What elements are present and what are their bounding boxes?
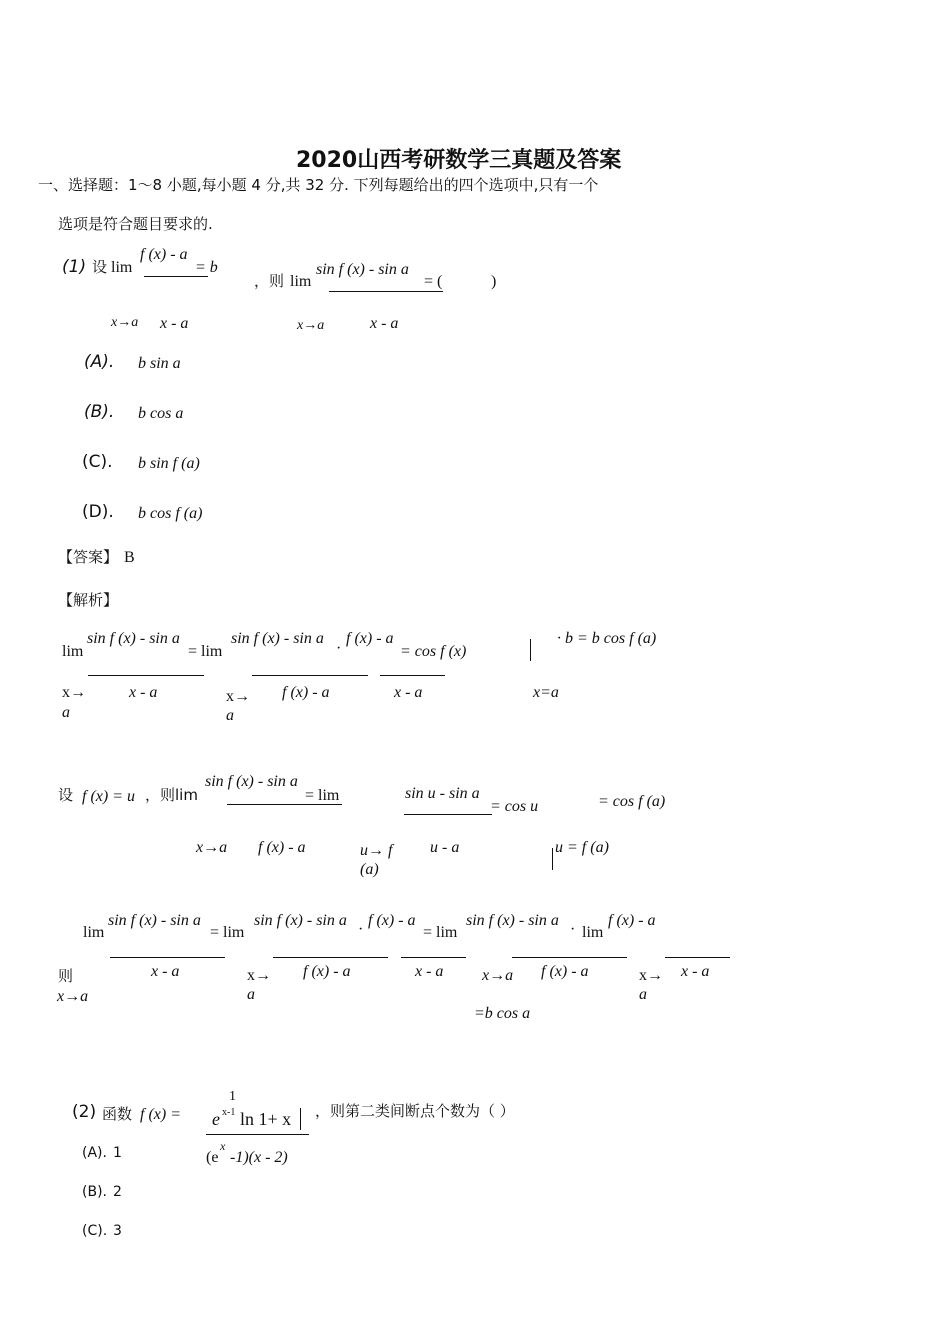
- d1-eval-at: x=a: [533, 684, 559, 701]
- d3-lim-1: lim: [83, 924, 105, 941]
- q1-eq-b: = b: [195, 259, 218, 276]
- q1-close-paren: ): [491, 273, 497, 290]
- d3-dot-2: ·: [570, 921, 576, 938]
- section-intro-line-1: 一、选择题：1～8 小题,每小题 4 分,共 32 分. 下列每题给出的四个选项中,只有一个: [38, 176, 599, 194]
- d1-eval-bar: [530, 639, 531, 661]
- q1-option-b-label: (B).: [84, 402, 115, 422]
- d3-numerator-5: f (x) - a: [608, 912, 656, 929]
- q2-den-rest: -1)(x - 2): [230, 1149, 288, 1166]
- d2-eq-cos-fa: = cos f (a): [598, 793, 666, 810]
- q1-fraction-bar-1: [144, 276, 208, 277]
- d2-fraction-bar-b: [404, 814, 492, 815]
- q2-option-c-label: (C).: [82, 1223, 108, 1239]
- q1-she: 设: [92, 258, 108, 276]
- d3-sub-3: x→a: [482, 967, 514, 984]
- q1-limit-sub-1: x→a: [111, 315, 139, 330]
- q1-numerator-1: f (x) - a: [140, 246, 188, 263]
- d2-sub-b-1: u→ f: [360, 842, 393, 859]
- d1-dot: ·: [336, 640, 342, 657]
- q1-option-a-label: (A).: [84, 352, 115, 372]
- q1-option-d-text: b cos f (a): [138, 505, 203, 522]
- q2-fx-eq: f (x) =: [140, 1106, 181, 1123]
- q2-option-a-text: 1: [113, 1145, 122, 1161]
- q1-eq-paren: = (: [424, 273, 443, 290]
- q2-den-open: (e: [206, 1149, 219, 1166]
- d2-sub-b-2: (a): [360, 861, 379, 878]
- d1-fraction-bar-c: [380, 675, 445, 676]
- d2-numerator-a: sin f (x) - sin a: [205, 773, 298, 790]
- d1-sub-a-1: x→: [62, 684, 86, 701]
- q1-then: ，则: [254, 272, 285, 290]
- d3-lim-4: lim: [582, 924, 604, 941]
- d3-numerator-1: sin f (x) - sin a: [108, 912, 201, 929]
- d3-denominator-1: x - a: [151, 963, 180, 980]
- d2-eq-lim: = lim: [305, 787, 340, 804]
- d1-sub-b-2: a: [226, 707, 234, 724]
- d3-denominator-3: x - a: [415, 963, 444, 980]
- d1-denominator-a: x - a: [129, 684, 158, 701]
- d2-she: 设: [58, 786, 74, 804]
- q2-option-a-label: (A).: [82, 1145, 107, 1161]
- d1-numerator-a: sin f (x) - sin a: [87, 630, 180, 647]
- d1-sub-a-2: a: [62, 704, 70, 721]
- q2-ln-part: ln 1+ x: [240, 1109, 292, 1129]
- d1-eq-cos: = cos f (x): [400, 643, 467, 660]
- q2-exponent-numerator: 1: [229, 1089, 236, 1104]
- d3-denominator-2: f (x) - a: [303, 963, 351, 980]
- q1-answer-value: B: [124, 549, 135, 566]
- page-title: 2020山西考研数学三真题及答案: [296, 148, 622, 173]
- d1-rhs: · b = b cos f (a): [557, 630, 657, 647]
- d2-denominator-b: u - a: [430, 839, 460, 856]
- d2-eval-at: u = f (a): [555, 839, 609, 856]
- d2-eq-cos-u: = cos u: [490, 798, 539, 815]
- d1-fraction-bar-a: [88, 675, 204, 676]
- d1-denominator-c: x - a: [394, 684, 423, 701]
- d3-sub-2a: x→: [247, 967, 271, 984]
- d1-eq-lim: = lim: [188, 643, 223, 660]
- q1-option-c-label: (C).: [82, 452, 113, 472]
- q1-limit-sub-2: x→a: [297, 318, 325, 333]
- d3-denominator-4: f (x) - a: [541, 963, 589, 980]
- d1-denominator-b: f (x) - a: [282, 684, 330, 701]
- q2-option-c-text: 3: [113, 1223, 122, 1239]
- d3-sub-4b: a: [639, 986, 647, 1003]
- d3-denominator-5: x - a: [681, 963, 710, 980]
- q1-lim-1: lim: [111, 259, 133, 276]
- q2-number: (2): [72, 1102, 97, 1122]
- q2-stem: ，则第二类间断点个数为（ ）: [315, 1102, 515, 1120]
- d3-sub-2b: a: [247, 986, 255, 1003]
- d3-fraction-bar-1: [110, 957, 225, 958]
- q1-option-c-text: b sin f (a): [138, 455, 200, 472]
- d3-dot-1: ·: [358, 921, 364, 938]
- d2-eval-bar: [552, 848, 553, 870]
- q2-option-b-text: 2: [113, 1184, 122, 1200]
- d3-sub-4a: x→: [639, 967, 663, 984]
- d3-fraction-bar-4: [512, 957, 627, 958]
- q2-hanshu: 函数: [102, 1105, 133, 1123]
- q2-den-exponent: x: [220, 1139, 226, 1153]
- q1-denominator-2: x - a: [370, 315, 399, 332]
- d3-sub-1: x→a: [57, 988, 89, 1005]
- d3-eq-lim-2: = lim: [210, 924, 245, 941]
- q2-fraction-bar: [206, 1134, 309, 1135]
- q1-answer-label: 【答案】: [58, 548, 119, 566]
- d1-numerator-b: sin f (x) - sin a: [231, 630, 324, 647]
- d3-fraction-bar-2: [273, 957, 388, 958]
- d3-numerator-4: sin f (x) - sin a: [466, 912, 559, 929]
- d3-eq-lim-3: = lim: [423, 924, 458, 941]
- q1-number: (1): [62, 257, 87, 277]
- d1-lim: lim: [62, 643, 84, 660]
- d3-ze: 则: [58, 967, 74, 985]
- d2-denominator-a: f (x) - a: [258, 839, 306, 856]
- q1-lim-2: lim: [290, 273, 312, 290]
- d2-fraction-bar-a: [227, 804, 342, 805]
- q1-option-b-text: b cos a: [138, 405, 184, 422]
- d2-numerator-b: sin u - sin a: [405, 785, 480, 802]
- q2-abs-bar: [300, 1108, 301, 1130]
- d3-fraction-bar-5: [665, 957, 730, 958]
- q1-analysis-label: 【解析】: [58, 591, 119, 609]
- d3-result: =b cos a: [474, 1005, 531, 1022]
- d3-numerator-3: f (x) - a: [368, 912, 416, 929]
- q1-fraction-bar-2: [329, 291, 443, 292]
- section-intro-line-2: 选项是符合题目要求的.: [58, 215, 213, 233]
- d3-numerator-2: sin f (x) - sin a: [254, 912, 347, 929]
- d1-sub-b-1: x→: [226, 688, 250, 705]
- d2-sub-a: x→a: [196, 839, 228, 856]
- q2-exponent-denominator: x-1: [222, 1107, 236, 1118]
- d1-fraction-bar-b: [252, 675, 368, 676]
- q1-denominator-1: x - a: [160, 315, 189, 332]
- d1-numerator-c: f (x) - a: [346, 630, 394, 647]
- d3-fraction-bar-3: [401, 957, 466, 958]
- q2-e-base: e: [212, 1109, 220, 1129]
- d2-fxu: f (x) = u: [82, 788, 135, 805]
- q2-option-b-label: (B).: [82, 1184, 107, 1200]
- q1-option-d-label: (D).: [82, 502, 114, 522]
- d2-ze-lim: ，则lim: [145, 786, 198, 804]
- q1-option-a-text: b sin a: [138, 355, 181, 372]
- q1-numerator-2: sin f (x) - sin a: [316, 261, 409, 278]
